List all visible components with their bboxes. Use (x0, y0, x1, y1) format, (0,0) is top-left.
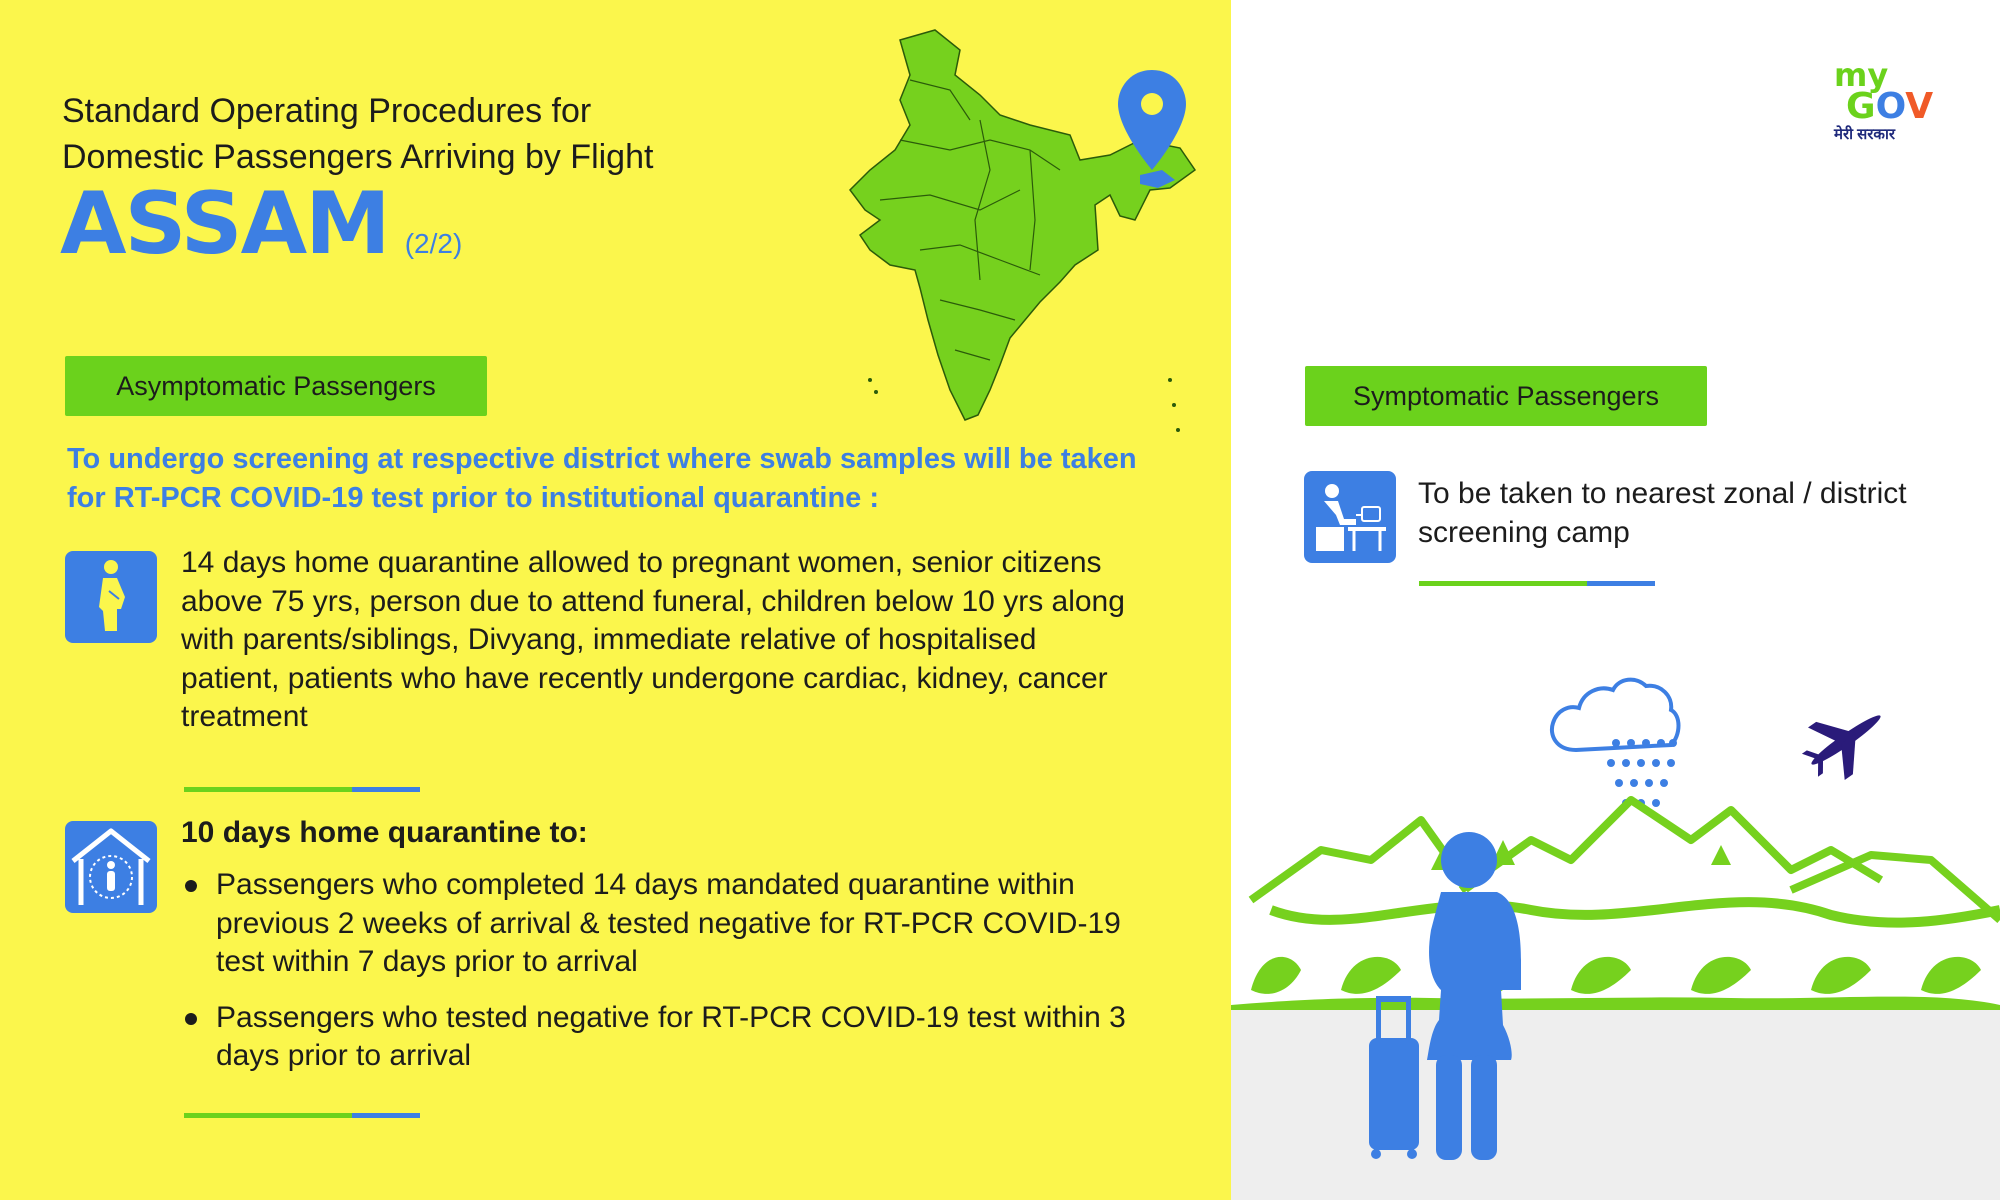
divider-2 (184, 1113, 420, 1118)
divider-1 (184, 787, 420, 792)
symptomatic-tag: Symptomatic Passengers (1305, 366, 1707, 426)
traveller-with-suitcase-icon (1369, 832, 1521, 1160)
asymptomatic-item-1-text: 14 days home quarantine allowed to pregnant women, senior citizens above 75 yrs, person due to attend funeral, children below 10 yrs along with parents/siblings, Divyang, immediate relative of hospitalised patient, patients who have recently undergone cardiac, kidney, cancer treatment (181, 546, 1125, 733)
asymptomatic-item-2-heading: 10 days home quarantine to: (181, 816, 588, 849)
asymptomatic-intro: To undergo screening at respective district where swab samples will be taken for RT-PCR COVID-19 test prior to institutional quarantine : (67, 443, 1137, 514)
travel-scene-illustration (1231, 660, 2000, 1200)
page-title: ASSAM (60, 174, 389, 274)
screening-camp-icon (1304, 471, 1396, 563)
divider-3 (1419, 581, 1655, 586)
page-indicator: (2/2) (404, 228, 463, 259)
list-item: Passengers who completed 14 days mandated quarantine within previous 2 weeks of arrival & tested negative for RT-PCR COVID-19 test within 7 days prior to arrival (181, 866, 1141, 982)
logo-gov-o: O (1875, 86, 1906, 127)
logo-gov-v: V (1905, 86, 1934, 127)
logo-gov-text (1846, 86, 1944, 127)
mygov-logo (1834, 56, 1944, 144)
asymptomatic-item-2-bullets (181, 866, 1141, 1093)
airplane-icon (1792, 690, 1899, 792)
india-map-icon (840, 20, 1210, 440)
logo-tagline: मेरी सरकार (1834, 126, 1895, 143)
logo-my-text: my (1834, 56, 1889, 94)
symptomatic-text: To be taken to nearest zonal / district screening camp (1418, 477, 1907, 549)
subtitle-line-1: Standard Operating Procedures for (62, 92, 592, 130)
mountains-landscape (1251, 800, 2000, 923)
home-quarantine-icon (65, 821, 157, 913)
list-item: Passengers who tested negative for RT-PCR COVID-19 test within 3 days prior to arrival (181, 999, 1141, 1076)
title-row (60, 174, 463, 274)
logo-gov-g: G (1846, 86, 1876, 127)
asymptomatic-tag: Asymptomatic Passengers (65, 356, 487, 416)
subtitle-line-2: Domestic Passengers Arriving by Flight (62, 138, 654, 176)
subtitle (62, 88, 762, 180)
pregnant-woman-icon (65, 551, 157, 643)
